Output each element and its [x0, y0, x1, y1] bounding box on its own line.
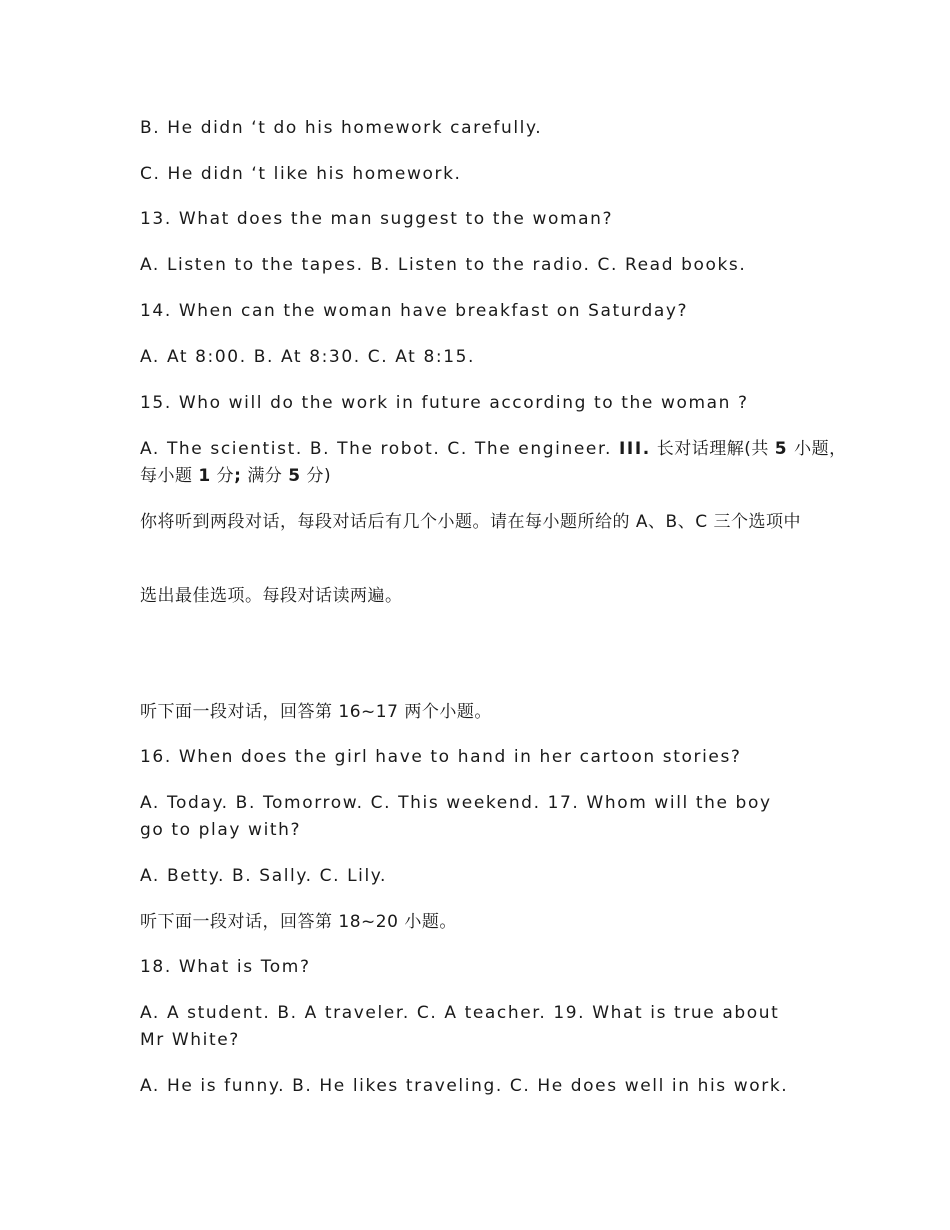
total-score: 5 — [288, 466, 301, 486]
options-17: A. Betty. B. Sally. C. Lily. — [140, 866, 388, 886]
section-title: 长对话理解(共 — [650, 439, 775, 459]
question-13: 13. What does the man suggest to the woman? — [140, 209, 614, 229]
options-15: A. The scientist. B. The robot. C. The engineer. — [140, 439, 619, 459]
section-title-suffix: 小题， — [788, 439, 847, 459]
dialogue-1-instruction: 听下面一段对话，回答第 16~17 两个小题。 — [140, 702, 492, 722]
options-16-question-17: A. Today. B. Tomorrow. C. This weekend. 17. Whom will the boy go to play with? — [140, 793, 772, 840]
section-instructions: 你将听到两段对话，每段对话后有几个小题。请在每小题所给的 A、B、C 三个选项中 — [140, 512, 801, 532]
options-18-question-19: A. A student. B. A traveler. C. A teacher. 19. What is true about Mr White? — [140, 1003, 780, 1050]
section-number: III. — [619, 439, 651, 459]
options-15-and-section-header — [140, 436, 847, 463]
options-19: A. He is funny. B. He likes traveling. C. He does well in his work. — [140, 1076, 789, 1096]
dialogue-2-instruction: 听下面一段对话，回答第 18~20 小题。 — [140, 912, 457, 932]
section-question-count: 5 — [774, 439, 789, 459]
question-16: 16. When does the girl have to hand in her cartoon stories? — [140, 747, 742, 767]
section-scoring: 每小题 1 分; 满分 5 分) — [140, 466, 332, 486]
section-instructions-cont: 选出最佳选项。每段对话读两遍。 — [140, 586, 403, 606]
question-18: 18. What is Tom? — [140, 957, 311, 977]
per-question-score: 1 — [198, 466, 211, 486]
options-14: A. At 8:00. B. At 8:30. C. At 8:15. — [140, 347, 476, 367]
option-line-12c: C. He didn ‘t like his homework. — [140, 164, 462, 184]
question-14: 14. When can the woman have breakfast on Saturday? — [140, 301, 689, 321]
question-15: 15. Who will do the work in future according to the woman ? — [140, 393, 749, 413]
option-line-12b: B. He didn ‘t do his homework carefully. — [140, 118, 543, 138]
options-13: A. Listen to the tapes. B. Listen to the radio. C. Read books. — [140, 255, 747, 275]
